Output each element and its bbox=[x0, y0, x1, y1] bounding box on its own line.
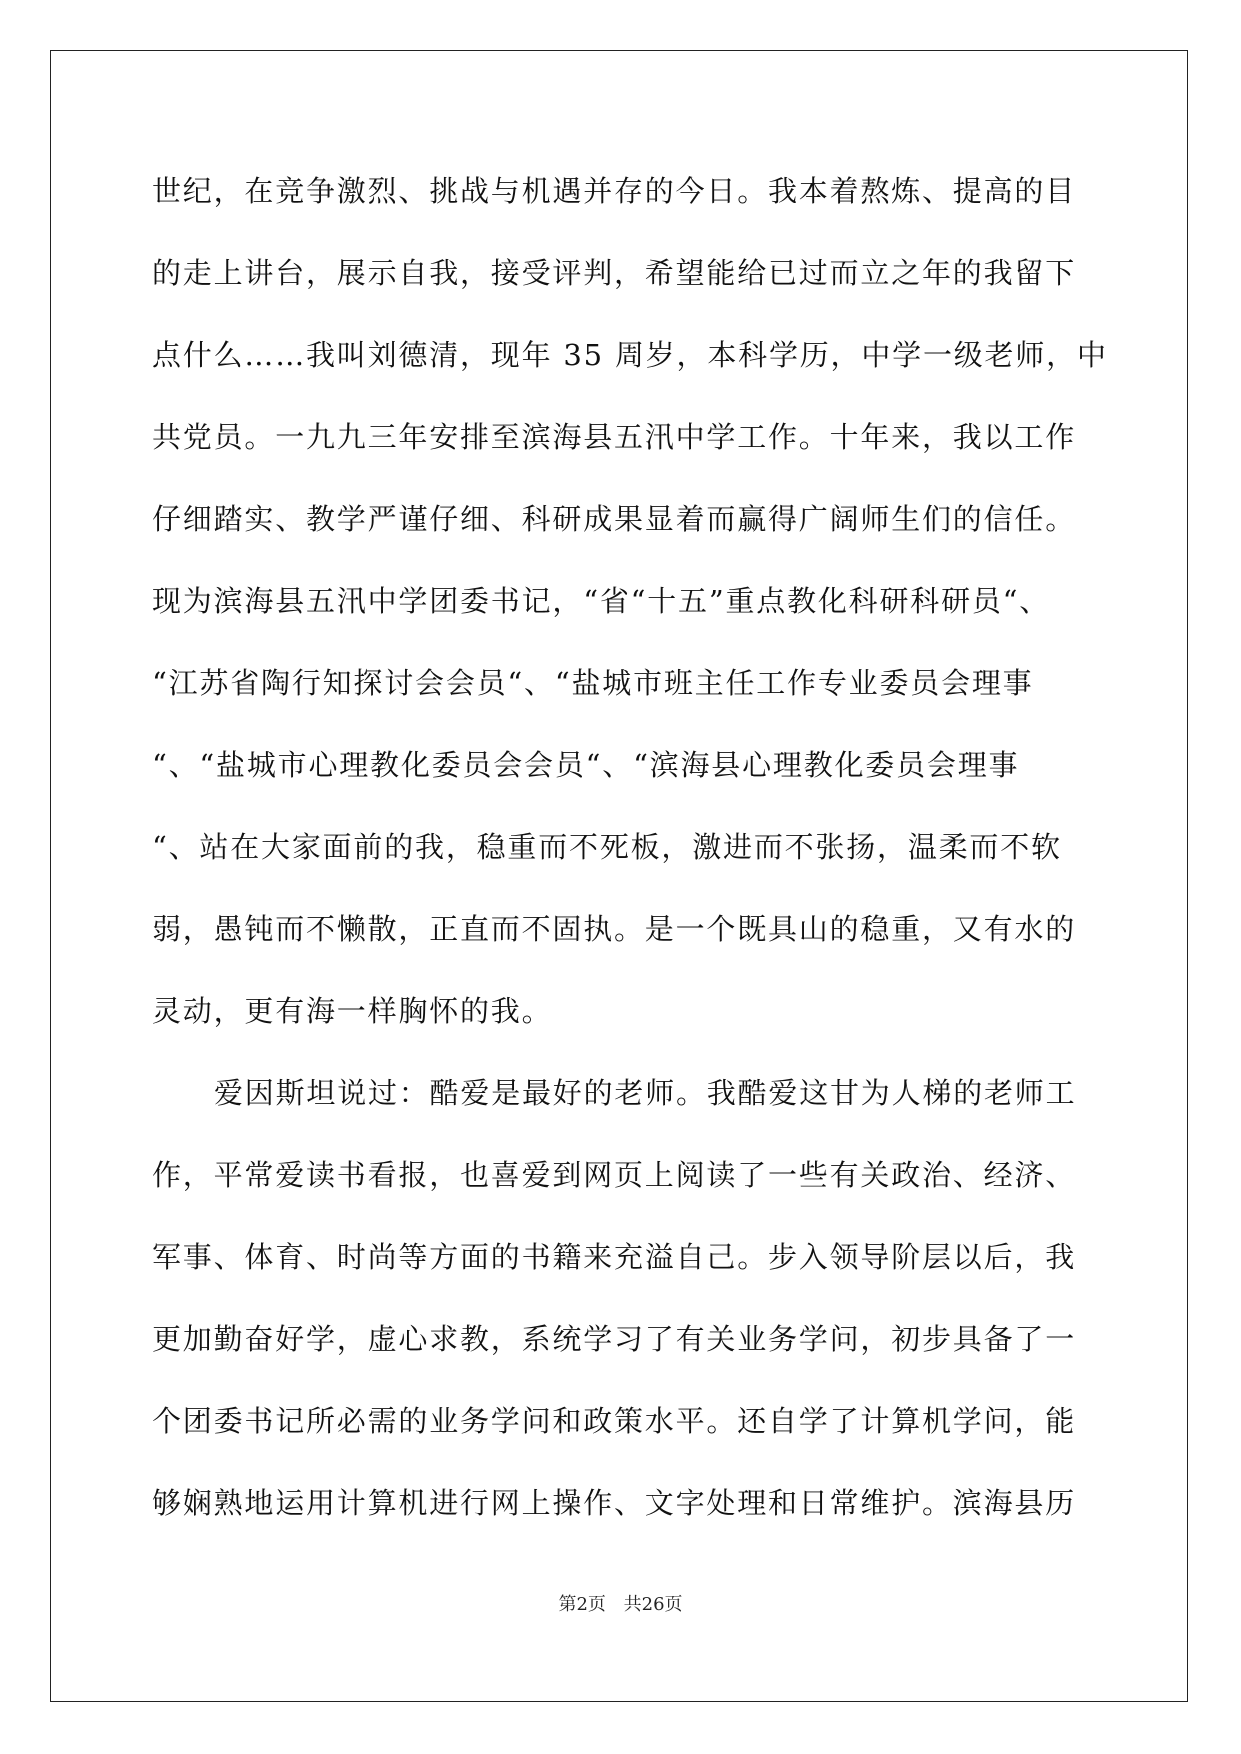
text-line: 现为滨海县五汛中学团委书记，“省“十五”重点教化科研科研员“、 bbox=[152, 584, 1051, 618]
text-line: 够娴熟地运用计算机进行网上操作、文字处理和日常维护。滨海县历 bbox=[152, 1486, 1077, 1520]
text-line: 更加勤奋好学，虚心求教，系统学习了有关业务学问，初步具备了一 bbox=[152, 1322, 1077, 1356]
text-line: 军事、体育、时尚等方面的书籍来充溢自己。步入领导阶层以后，我 bbox=[152, 1240, 1077, 1274]
text-line: 点什么……我叫刘德清，现年 35 周岁，本科学历，中学一级老师，中 bbox=[152, 338, 1108, 372]
text-line: “、“盐城市心理教化委员会会员“、“滨海县心理教化委员会理事 bbox=[152, 748, 1020, 782]
text-line: “江苏省陶行知探讨会会员“、“盐城市班主任工作专业委员会理事 bbox=[152, 666, 1034, 700]
text-line: 共党员。一九九三年安排至滨海县五汛中学工作。十年来，我以工作 bbox=[152, 420, 1077, 454]
page-footer bbox=[0, 1590, 1241, 1616]
paragraph-start-line: 爱因斯坦说过：酷爱是最好的老师。我酷爱这甘为人梯的老师工 bbox=[214, 1076, 1077, 1110]
text-line: 仔细踏实、教学严谨仔细、科研成果显着而赢得广阔师生们的信任。 bbox=[152, 502, 1077, 536]
page-number: 第2页 bbox=[558, 1594, 606, 1615]
text-line: 个团委书记所必需的业务学问和政策水平。还自学了计算机学问，能 bbox=[152, 1404, 1077, 1438]
page-total: 共26页 bbox=[623, 1594, 683, 1615]
text-line: 的走上讲台，展示自我，接受评判，希望能给已过而立之年的我留下 bbox=[152, 256, 1077, 290]
text-line: 世纪，在竞争激烈、挑战与机遇并存的今日。我本着熬炼、提高的目 bbox=[152, 174, 1077, 208]
text-line: “、站在大家面前的我，稳重而不死板，激进而不张扬，温柔而不软 bbox=[152, 830, 1062, 864]
text-line: 弱，愚钝而不懒散，正直而不固执。是一个既具山的稳重，又有水的 bbox=[152, 912, 1077, 946]
document-body bbox=[152, 158, 1108, 1552]
text-line: 灵动，更有海一样胸怀的我。 bbox=[152, 994, 553, 1028]
text-line: 作，平常爱读书看报，也喜爱到网页上阅读了一些有关政治、经济、 bbox=[152, 1158, 1077, 1192]
